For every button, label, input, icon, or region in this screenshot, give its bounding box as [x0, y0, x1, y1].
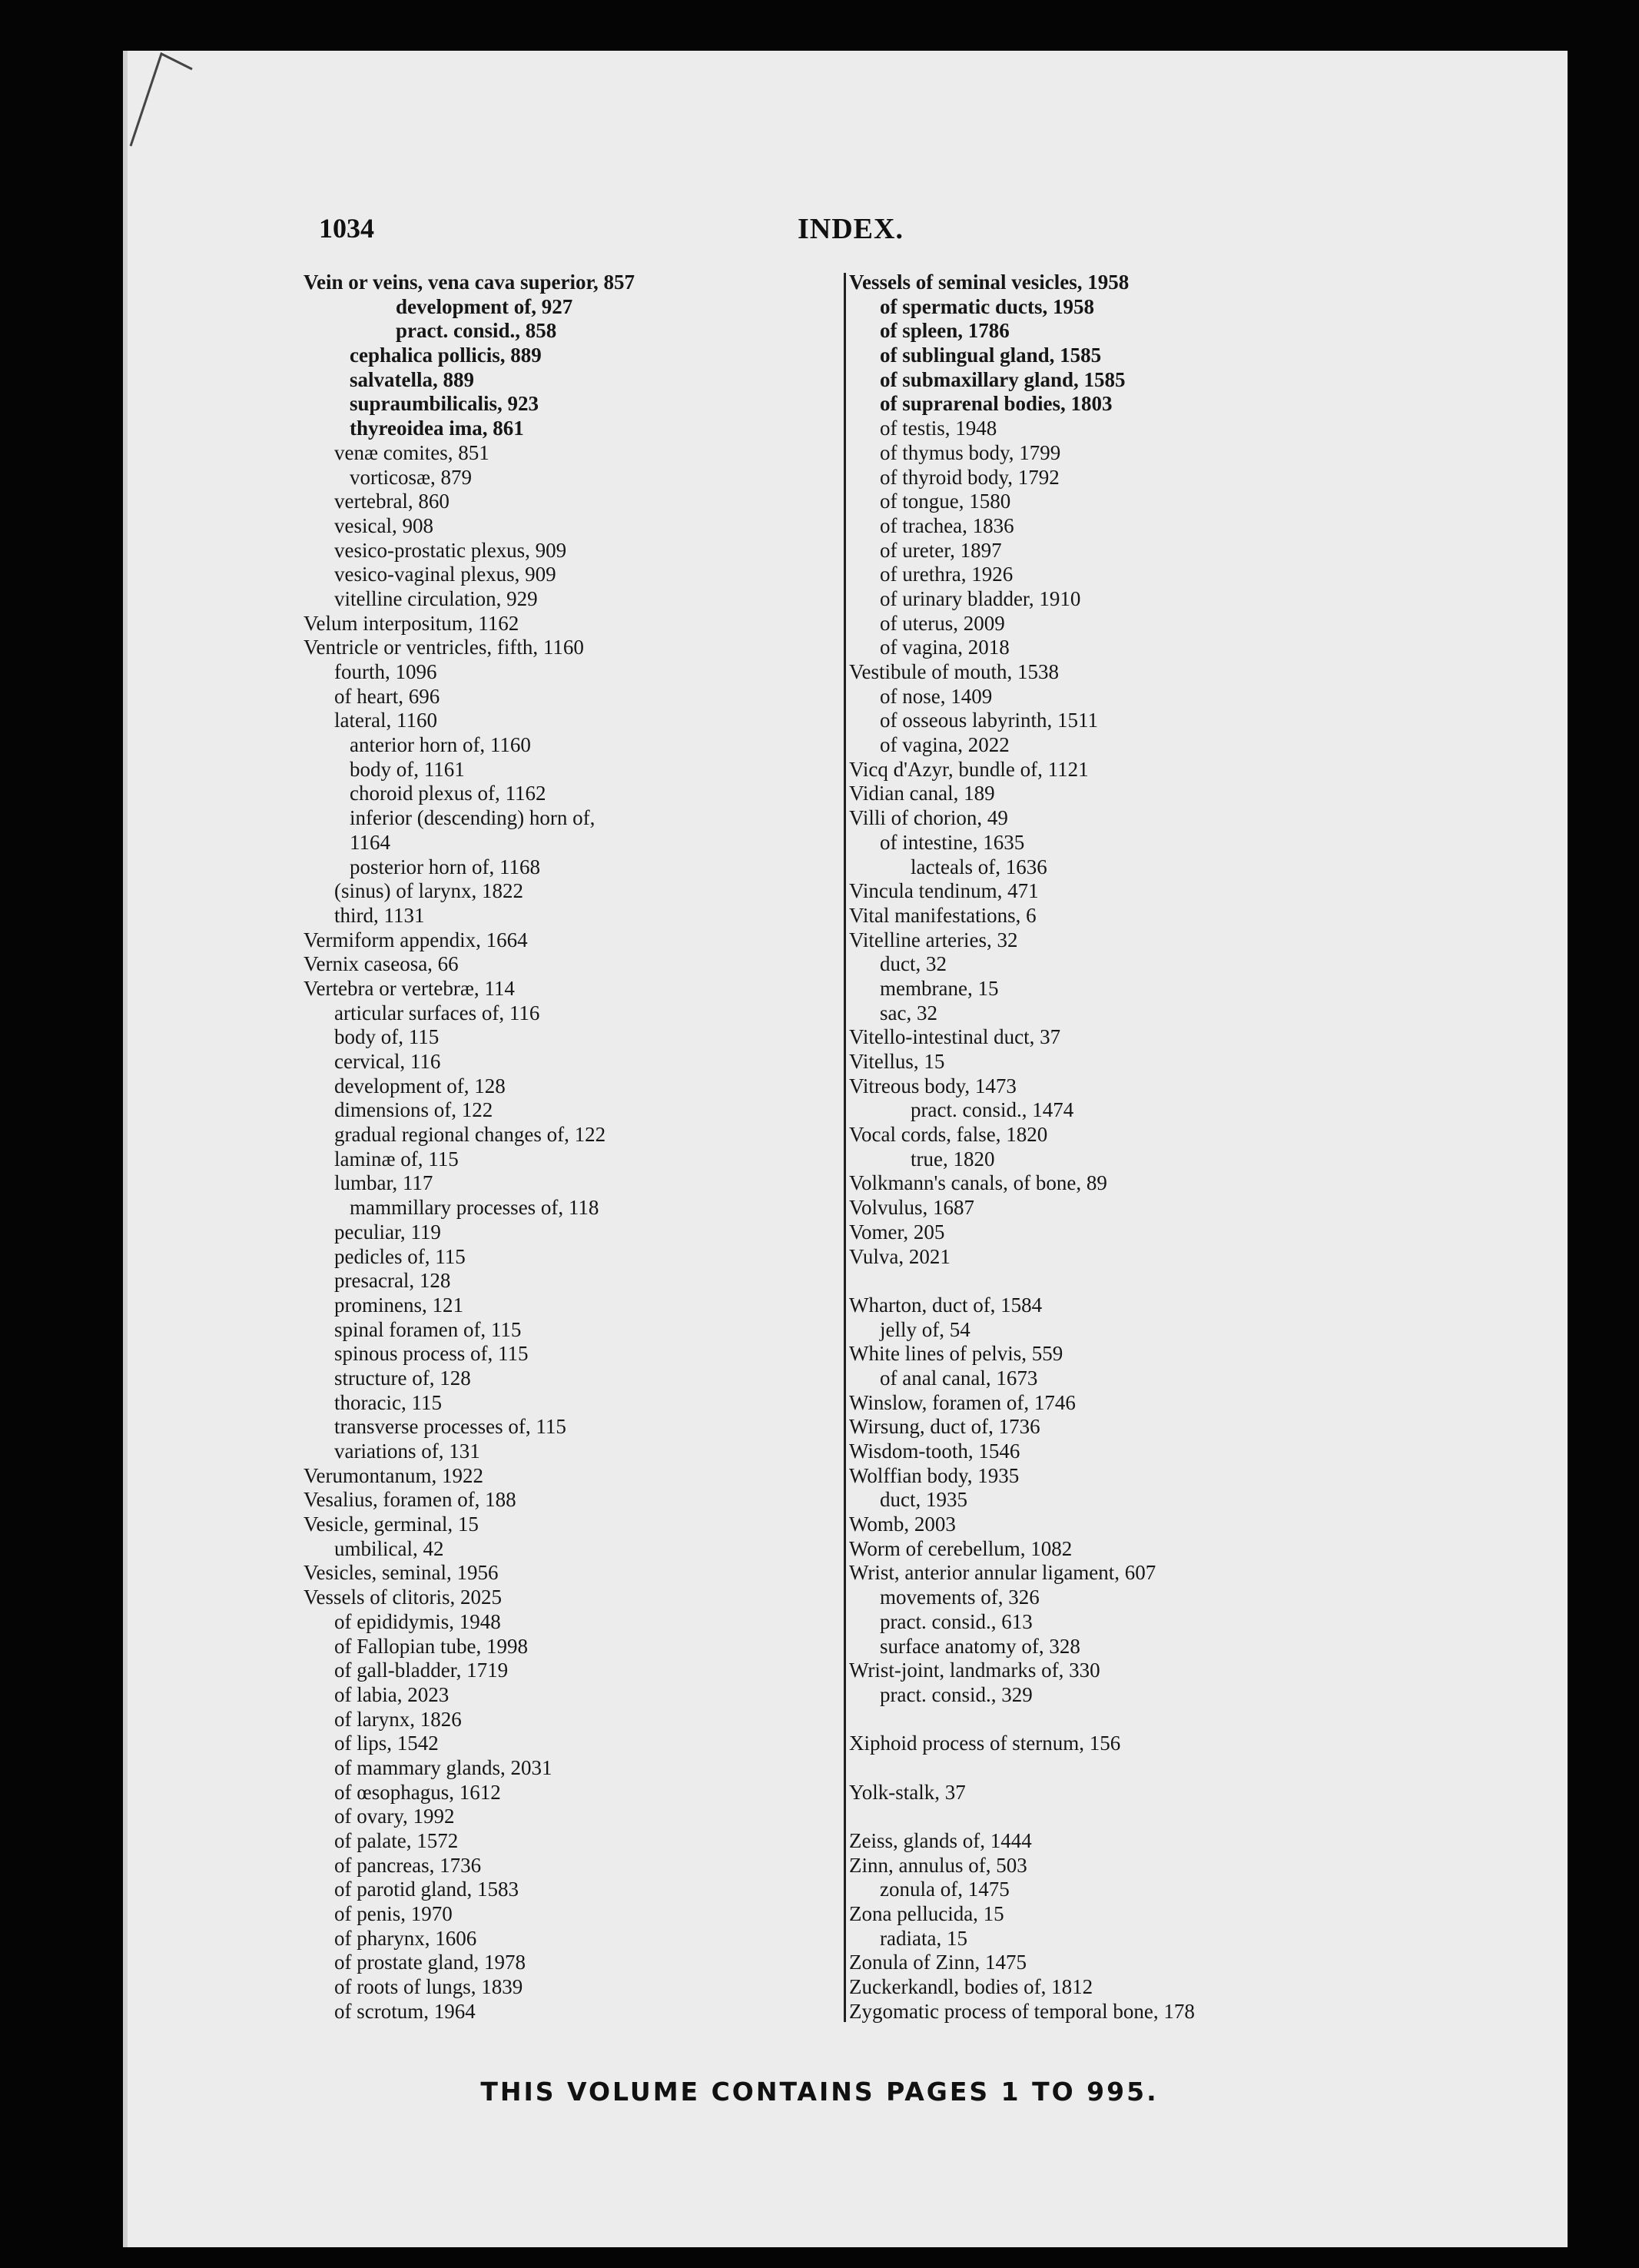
index-entry: laminæ of, 115	[334, 1147, 459, 1171]
index-entry: movements of, 326	[880, 1586, 1040, 1609]
index-entry: of urinary bladder, 1910	[880, 586, 1081, 610]
index-entry: Vicq d'Azyr, bundle of, 1121	[849, 757, 1089, 781]
index-entry: Zinn, annulus of, 503	[849, 1853, 1027, 1877]
index-entry: Vitellus, 15	[849, 1050, 945, 1073]
index-entry: choroid plexus of, 1162	[350, 782, 546, 805]
folded-corner-mark	[115, 46, 200, 154]
index-entry: Vessels of clitoris, 2025	[304, 1586, 502, 1609]
index-entry: vertebral, 860	[334, 490, 450, 513]
index-entry: peculiar, 119	[334, 1220, 441, 1244]
index-entry: (sinus) of larynx, 1822	[334, 879, 523, 903]
index-entry: Vermiform appendix, 1664	[304, 928, 528, 951]
index-entry: duct, 1935	[880, 1488, 967, 1512]
index-entry: body of, 1161	[350, 757, 465, 781]
index-entry: White lines of pelvis, 559	[849, 1342, 1063, 1366]
index-entry: surface anatomy of, 328	[880, 1634, 1080, 1658]
index-entry: Wisdom-tooth, 1546	[849, 1439, 1020, 1463]
index-entry: of prostate gland, 1978	[334, 1951, 526, 1974]
index-entry: duct, 32	[880, 952, 947, 976]
index-column-left	[304, 271, 826, 2024]
index-entry: Vesicles, seminal, 1956	[304, 1561, 499, 1585]
index-entry	[849, 1756, 1448, 1781]
index-entry: of parotid gland, 1583	[334, 1878, 519, 1901]
index-entry: of lips, 1542	[334, 1732, 439, 1755]
index-entry: spinous process of, 115	[334, 1342, 529, 1366]
index-entry: Womb, 2003	[849, 1513, 956, 1536]
index-entry: pract. consid., 1474	[911, 1098, 1074, 1122]
index-entry: Vocal cords, false, 1820	[849, 1123, 1048, 1147]
index-entry: variations of, 131	[334, 1439, 480, 1463]
index-entry: of palate, 1572	[334, 1829, 459, 1852]
index-entry: Vidian canal, 189	[849, 782, 995, 805]
index-entry: Wolffian body, 1935	[849, 1463, 1020, 1487]
index-entry: of pharynx, 1606	[334, 1926, 477, 1950]
index-entry: of penis, 1970	[334, 1902, 453, 1926]
index-entry: Vitelline arteries, 32	[849, 928, 1018, 951]
index-entry: of vagina, 2022	[880, 733, 1010, 757]
index-entry: vitelline circulation, 929	[334, 586, 538, 610]
index-entry: of sublingual gland, 1585	[880, 344, 1102, 367]
index-entry: vesico-vaginal plexus, 909	[334, 563, 556, 586]
index-entry: Zuckerkandl, bodies of, 1812	[849, 1975, 1093, 1999]
index-entry: cervical, 116	[334, 1050, 441, 1073]
index-entry: of vagina, 2018	[880, 636, 1010, 659]
index-entry: Vincula tendinum, 471	[849, 879, 1039, 903]
index-entry: of osseous labyrinth, 1511	[880, 709, 1098, 732]
index-entry: Wrist, anterior annular ligament, 607	[849, 1561, 1156, 1585]
index-entry: of thymus body, 1799	[880, 440, 1061, 464]
index-entry: lumbar, 117	[334, 1171, 433, 1195]
index-entry	[849, 1708, 1448, 1732]
index-entry: Villi of chorion, 49	[849, 806, 1008, 830]
index-entry: of testis, 1948	[880, 417, 997, 440]
index-entry: articular surfaces of, 116	[334, 1001, 540, 1024]
index-entry: of ureter, 1897	[880, 538, 1002, 562]
index-entry: Vein or veins, vena cava superior, 857	[304, 271, 635, 294]
volume-note: THIS VOLUME CONTAINS PAGES 1 TO 995.	[480, 2077, 1159, 2107]
index-entry: of tongue, 1580	[880, 490, 1011, 513]
index-entry: Volvulus, 1687	[849, 1196, 975, 1220]
index-entry: salvatella, 889	[350, 367, 474, 391]
index-entry: of ovary, 1992	[334, 1805, 455, 1828]
index-entry: of labia, 2023	[334, 1682, 450, 1706]
index-entry: third, 1131	[334, 903, 425, 927]
index-entry	[849, 1269, 1448, 1293]
index-entry: of urethra, 1926	[880, 563, 1014, 586]
index-entry: cephalica pollicis, 889	[350, 344, 542, 367]
index-entry: vesical, 908	[334, 513, 433, 537]
index-entry: of anal canal, 1673	[880, 1366, 1038, 1390]
index-entry: mammillary processes of, 118	[350, 1196, 599, 1220]
index-entry	[849, 1805, 1448, 1829]
index-entry: Vessels of seminal vesicles, 1958	[849, 271, 1130, 294]
index-entry: Ventricle or ventricles, fifth, 1160	[304, 636, 584, 659]
index-entry: membrane, 15	[880, 976, 999, 1000]
index-entry: Wirsung, duct of, 1736	[849, 1415, 1040, 1439]
index-entry: supraumbilicalis, 923	[350, 392, 539, 416]
index-entry: of thyroid body, 1792	[880, 465, 1060, 489]
scan-border	[1568, 0, 1639, 2268]
index-entry: Wharton, duct of, 1584	[849, 1293, 1043, 1317]
index-entry: of spleen, 1786	[880, 319, 1010, 343]
index-entry: Vernix caseosa, 66	[304, 952, 459, 976]
index-entry: posterior horn of, 1168	[350, 855, 540, 878]
index-entry: prominens, 121	[334, 1293, 463, 1317]
index-entry: development of, 927	[396, 294, 573, 318]
index-entry: thoracic, 115	[334, 1390, 442, 1414]
index-entry: of Fallopian tube, 1998	[334, 1634, 528, 1658]
index-entry: of suprarenal bodies, 1803	[880, 392, 1113, 416]
index-entry: Vesalius, foramen of, 188	[304, 1488, 516, 1512]
index-entry: Vitreous body, 1473	[849, 1074, 1017, 1097]
index-entry: Vital manifestations, 6	[849, 903, 1037, 927]
index-entry: Zygomatic process of temporal bone, 178	[849, 1999, 1195, 2023]
index-entry: of gall-bladder, 1719	[334, 1659, 509, 1682]
index-entry: spinal foramen of, 115	[334, 1317, 522, 1341]
index-entry: true, 1820	[911, 1147, 995, 1171]
index-column-right	[849, 271, 1448, 2024]
index-entry: of heart, 696	[334, 684, 440, 708]
index-entry: radiata, 15	[880, 1926, 967, 1950]
index-entry: presacral, 128	[334, 1269, 451, 1293]
index-entry: Velum interpositum, 1162	[304, 611, 519, 635]
index-entry: Volkmann's canals, of bone, 89	[849, 1171, 1107, 1195]
index-entry: Verumontanum, 1922	[304, 1463, 483, 1487]
index-entry: 1164	[350, 830, 390, 854]
index-entry: of submaxillary gland, 1585	[880, 367, 1126, 391]
index-entry: pract. consid., 329	[880, 1682, 1033, 1706]
index-entry: Vertebra or vertebræ, 114	[304, 976, 515, 1000]
index-entry: Worm of cerebellum, 1082	[849, 1536, 1073, 1560]
index-entry: of roots of lungs, 1839	[334, 1975, 523, 1999]
index-entry: Vomer, 205	[849, 1220, 945, 1244]
index-entry: of epididymis, 1948	[334, 1609, 501, 1633]
index-entry: Zonula of Zinn, 1475	[849, 1951, 1027, 1974]
index-entry: of scrotum, 1964	[334, 1999, 476, 2023]
index-entry: Wrist-joint, landmarks of, 330	[849, 1659, 1100, 1682]
index-entry: of trachea, 1836	[880, 513, 1014, 537]
index-entry: Vestibule of mouth, 1538	[849, 660, 1059, 683]
index-entry: thyreoidea ima, 861	[350, 417, 524, 440]
index-entry: fourth, 1096	[334, 660, 437, 683]
index-entry: development of, 128	[334, 1074, 506, 1097]
index-entry: anterior horn of, 1160	[350, 733, 531, 757]
index-entry: of œsophagus, 1612	[334, 1780, 501, 1804]
index-entry: Vulva, 2021	[849, 1244, 951, 1268]
index-entry: structure of, 128	[334, 1366, 471, 1390]
index-entry: Yolk-stalk, 37	[849, 1780, 966, 1804]
index-entry: vesico-prostatic plexus, 909	[334, 538, 567, 562]
index-entry: dimensions of, 122	[334, 1098, 493, 1122]
index-entry: venæ comites, 851	[334, 440, 489, 464]
index-entry: zonula of, 1475	[880, 1878, 1010, 1901]
index-entry: of larynx, 1826	[334, 1707, 462, 1731]
index-entry: inferior (descending) horn of,	[350, 806, 596, 830]
index-entry: transverse processes of, 115	[334, 1415, 566, 1439]
index-entry: Vesicle, germinal, 15	[304, 1513, 479, 1536]
index-entry: Zeiss, glands of, 1444	[849, 1829, 1032, 1852]
index-entry: body of, 115	[334, 1025, 440, 1049]
index-entry: Vitello-intestinal duct, 37	[849, 1025, 1061, 1049]
index-entry: of intestine, 1635	[880, 830, 1025, 854]
index-entry: of mammary glands, 2031	[334, 1755, 552, 1779]
index-entry: sac, 32	[880, 1001, 937, 1024]
index-entry: of spermatic ducts, 1958	[880, 294, 1094, 318]
page-title: INDEX.	[798, 213, 904, 245]
index-entry: pedicles of, 115	[334, 1244, 466, 1268]
index-entry: jelly of, 54	[880, 1317, 970, 1341]
index-entry: Winslow, foramen of, 1746	[849, 1390, 1076, 1414]
index-entry: of uterus, 2009	[880, 611, 1005, 635]
index-entry: of pancreas, 1736	[334, 1853, 482, 1877]
index-entry: lateral, 1160	[334, 709, 437, 732]
index-entry: pract. consid., 858	[396, 319, 557, 343]
index-entry: Xiphoid process of sternum, 156	[849, 1732, 1121, 1755]
index-entry: of nose, 1409	[880, 684, 993, 708]
index-entry: pract. consid., 613	[880, 1609, 1033, 1633]
index-entry: umbilical, 42	[334, 1536, 444, 1560]
index-entry: vorticosæ, 879	[350, 465, 472, 489]
column-divider	[844, 273, 846, 2022]
page-number: 1034	[319, 213, 374, 244]
index-entry: lacteals of, 1636	[911, 855, 1047, 878]
index-entry: gradual regional changes of, 122	[334, 1123, 606, 1147]
index-entry: Zona pellucida, 15	[849, 1902, 1004, 1926]
